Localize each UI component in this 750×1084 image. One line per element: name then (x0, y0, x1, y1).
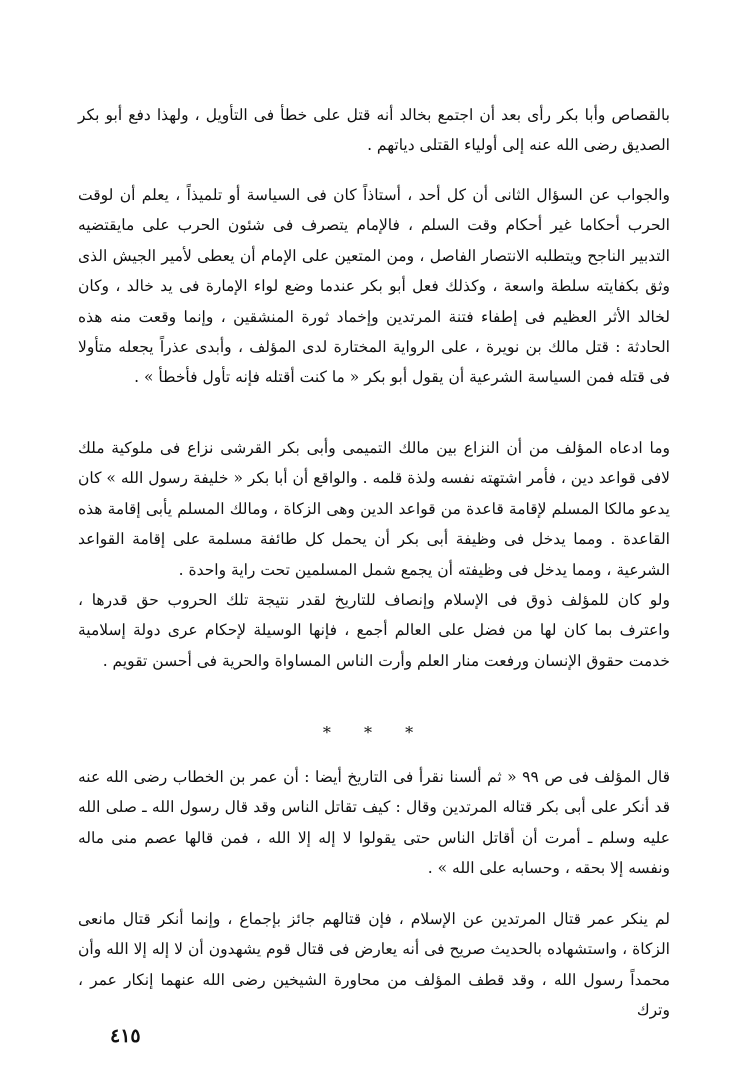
paragraph-text: بالقصاص وأبا بكر رأى بعد أن اجتمع بخالد أنه قتل على خطأ فى التأويل ، ولهذا دفع أبو بكر الصديق رضى الله عنه إلى أولياء القتلى دياتهم . (78, 106, 670, 155)
paragraph-text: ولو كان للمؤلف ذوق فى الإسلام وإنصاف للتاريخ لقدر نتيجة تلك الحروب حق قدرها ، واعترف بما كان لها من فضل على العالم أجمع ، فإنها الوسيلة لإحكام عرى دولة إسلامية خدمت حقوق الإنسان ورفعت منار العلم وأرت الناس المساواة والحرية فى أحسن تقويم . (78, 591, 670, 670)
paragraph-text: وما ادعاه المؤلف من أن النزاع بين مالك التميمى وأبى بكر القرشى نزاع فى ملوكية ملك لافى قواعد دين ، فأمر اشتهته نفسه ولذة قلمه . والواقع أن أبا بكر « خليفة رسول الله » كان يدعو مالكا المسلم لإقامة قاعدة من قواعد الدين وهى الزكاة ، ومالك المسلم يأبى إقامة هذه القاعدة . ومما يدخل فى وظيفة أبى بكر أن يحمل كل طائفة مسلمة على إقامة القواعد الشرعية ، ومما يدخل فى وظيفته أن يجمع شمل المسلمين تحت راية واحدة . (78, 439, 670, 579)
paragraph-4 (78, 585, 670, 676)
section-separator: * * * (322, 723, 428, 742)
page-number: ٤١٥ (110, 1025, 141, 1047)
paragraph-2 (78, 180, 670, 393)
paragraph-text: والجواب عن السؤال الثانى أن كل أحد ، أستاذاً كان فى السياسة أو تلميذاً ، يعلم أن لوقت الحرب أحكاما غير أحكام وقت السلم ، فالإمام يتصرف فى شئون الحرب على مايقتضيه التدبير الناجح ويتطلبه الانتصار الفاصل ، ومن المتعين على الإمام أن يعطى لأمير الجيش الذى وثق بكفايته سلطة واسعة ، وكذلك فعل أبو بكر عندما وضع لواء الإمارة فى يد خالد ، وكان لخالد الأثر العظيم فى إطفاء فتنة المرتدين وإخماد ثورة المنشقين ، وإنما وقعت منه هذه الحادثة : قتل مالك بن نويرة ، على الرواية المختارة لدى المؤلف ، وأبدى عذراً يجعله متأولا فى قتله فمن السياسة الشرعية أن يقول أبو بكر « ما كنت أقتله فإنه تأول فأخطأ » . (78, 186, 670, 387)
paragraph-text: لم ينكر عمر قتال المرتدين عن الإسلام ، فإن قتالهم جائز بإجماع ، وإنما أنكر قتال مانعى الزكاة ، واستشهاده بالحديث صريح فى أنه يعارض فى قتال قوم يشهدون أن لا إله إلا الله وأن محمداً رسول الله ، وقد قطف المؤلف من محاورة الشيخين رضى الله عنهما إنكار عمر ، وترك (78, 910, 670, 1020)
paragraph-6 (78, 904, 670, 1026)
paragraph-1 (78, 100, 670, 161)
paragraph-3 (78, 433, 670, 585)
paragraph-5 (78, 762, 670, 884)
paragraph-text: قال المؤلف فى ص ٩٩ « ثم ألسنا نقرأ فى التاريخ أيضا : أن عمر بن الخطاب رضى الله عنه قد أنكر على أبى بكر قتاله المرتدين وقال : كيف تقاتل الناس وقد قال رسول الله ـ صلى الله عليه وسلم ـ أمرت أن أقاتل الناس حتى يقولوا لا إله إلا الله ، فمن قالها عصم منى ماله ونفسه إلا بحقه ، وحسابه على الله » . (78, 768, 671, 878)
